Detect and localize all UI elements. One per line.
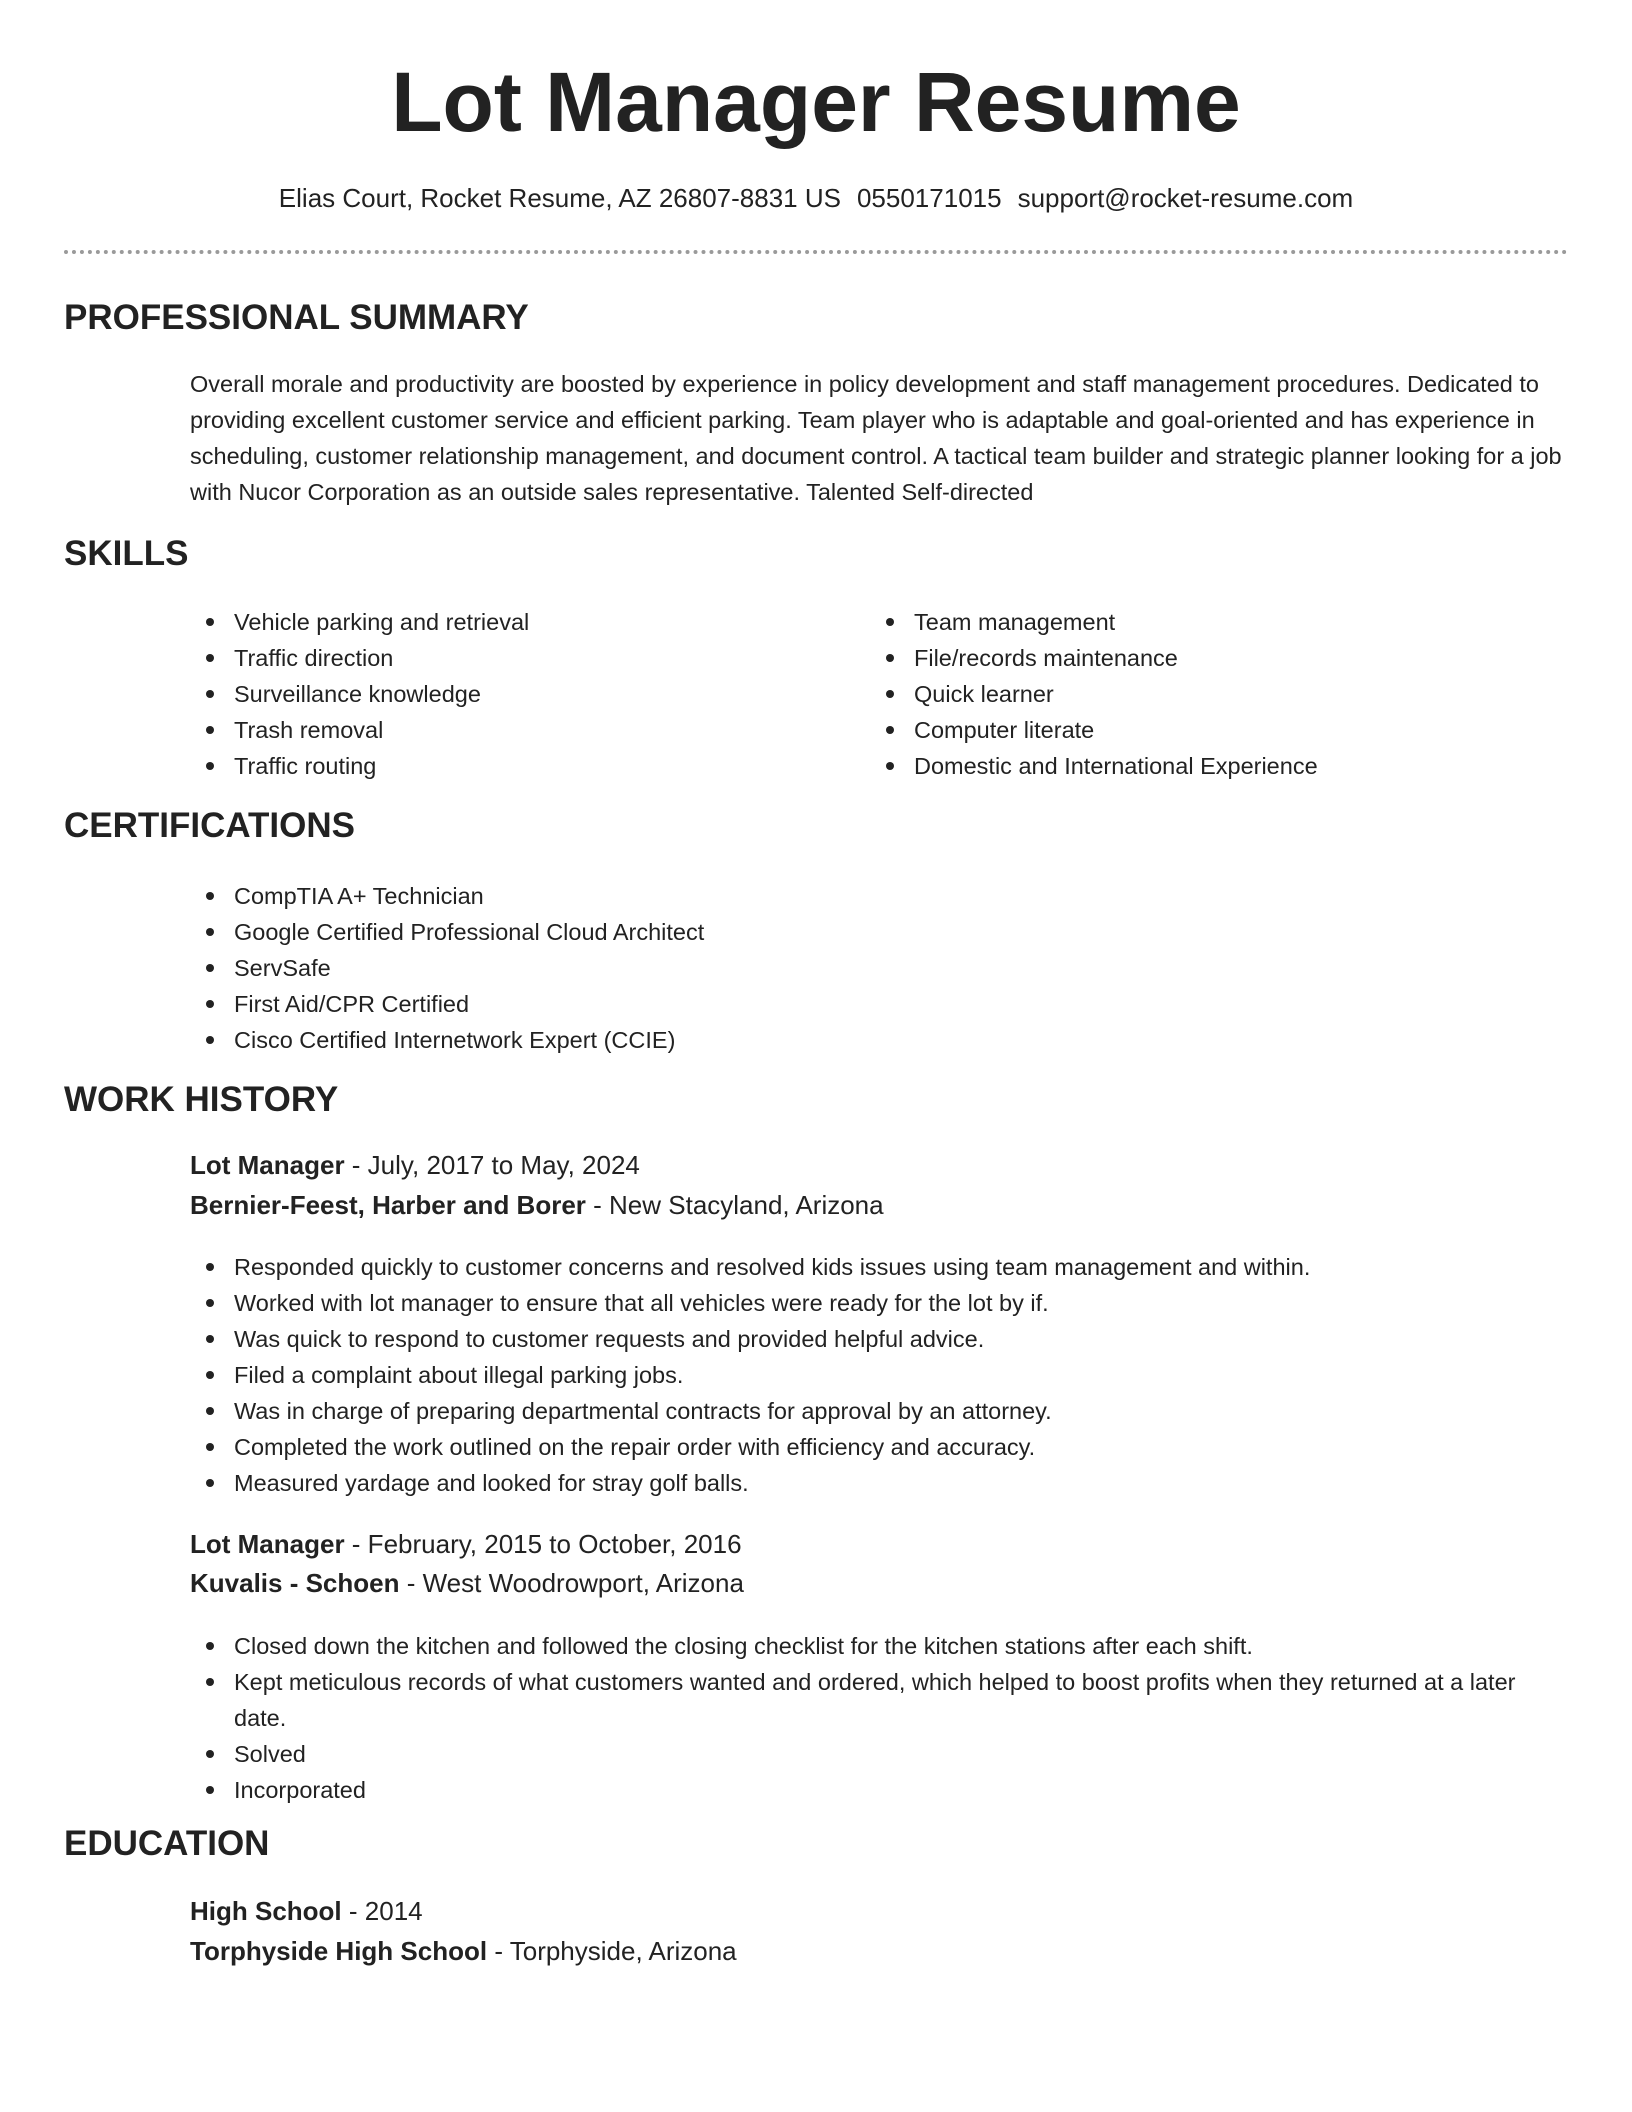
job-dates: - July, 2017 to May, 2024 (344, 1150, 640, 1180)
list-item: Completed the work outlined on the repair order with efficiency and accuracy. (190, 1429, 1560, 1465)
job-company: Kuvalis - Schoen (190, 1568, 400, 1598)
list-item: Closed down the kitchen and followed the closing checklist for the kitchen stations after each shift. (190, 1628, 1560, 1664)
education-school: Torphyside High School (190, 1936, 488, 1966)
list-item: Cisco Certified Internetwork Expert (CCIE) (190, 1022, 1550, 1058)
job-location: - West Woodrowport, Arizona (399, 1568, 744, 1598)
job-duties-list (190, 1249, 1560, 1501)
list-item: Google Certified Professional Cloud Architect (190, 914, 1550, 950)
job-title-line (190, 1526, 742, 1562)
contact-phone: 0550171015 (856, 183, 1002, 213)
job-company-line (190, 1565, 744, 1601)
list-item: File/records maintenance (870, 640, 1550, 676)
contact-line (0, 181, 1632, 215)
list-item: Traffic direction (190, 640, 830, 676)
education-degree: High School (190, 1896, 342, 1926)
job-duties-list (190, 1628, 1560, 1808)
list-item: Team management (870, 604, 1550, 640)
summary-text: Overall morale and productivity are boosted by experience in policy development and staff management procedures. Dedicated to providing excellent customer service and efficient parking. Team player who is adaptable and goal-oriented and has experience in scheduling, customer relationship management, and document control. A tactical team builder and strategic planner looking for a job with Nucor Corporation as an outside sales representative. Talented Self-directed (190, 371, 1562, 505)
skills-list-left (190, 604, 830, 784)
list-item: Quick learner (870, 676, 1550, 712)
list-item: Responded quickly to customer concerns and resolved kids issues using team management and within. (190, 1249, 1560, 1285)
contact-address: Elias Court, Rocket Resume, AZ 26807-8831 US (278, 183, 841, 213)
list-item: Surveillance knowledge (190, 676, 830, 712)
list-item: CompTIA A+ Technician (190, 878, 1550, 914)
education-degree-line (190, 1893, 423, 1929)
certifications-list (190, 878, 1550, 1058)
education-heading: EDUCATION (64, 1824, 270, 1863)
list-item: Worked with lot manager to ensure that all vehicles were ready for the lot by if. (190, 1285, 1560, 1321)
education-school-line (190, 1933, 737, 1969)
job-company-line (190, 1187, 884, 1223)
certifications-heading: CERTIFICATIONS (64, 806, 356, 845)
list-item: Traffic routing (190, 748, 830, 784)
education-location: - Torphyside, Arizona (487, 1936, 737, 1966)
list-item: ServSafe (190, 950, 1550, 986)
list-item: Trash removal (190, 712, 830, 748)
list-item: Computer literate (870, 712, 1550, 748)
list-item: Incorporated (190, 1772, 1560, 1808)
job-company: Bernier-Feest, Harber and Borer (190, 1190, 586, 1220)
education-year: - 2014 (341, 1896, 423, 1926)
list-item: Measured yardage and looked for stray golf balls. (190, 1465, 1560, 1501)
work-history-heading: WORK HISTORY (64, 1080, 339, 1119)
list-item: Filed a complaint about illegal parking jobs. (190, 1357, 1560, 1393)
header-divider (64, 250, 1568, 254)
list-item: Kept meticulous records of what customers wanted and ordered, which helped to boost profits when they returned at a later date. (190, 1664, 1560, 1736)
job-location: - New Stacyland, Arizona (585, 1190, 884, 1220)
list-item: First Aid/CPR Certified (190, 986, 1550, 1022)
list-item: Vehicle parking and retrieval (190, 604, 830, 640)
job-title: Lot Manager (190, 1150, 345, 1180)
contact-email: support@rocket-resume.com (1017, 183, 1354, 213)
list-item: Domestic and International Experience (870, 748, 1550, 784)
job-title: Lot Manager (190, 1529, 345, 1559)
job-dates: - February, 2015 to October, 2016 (344, 1529, 742, 1559)
list-item: Was in charge of preparing departmental contracts for approval by an attorney. (190, 1393, 1560, 1429)
skills-heading: SKILLS (64, 534, 189, 573)
page-title: Lot Manager Resume (391, 55, 1241, 149)
list-item: Was quick to respond to customer requests and provided helpful advice. (190, 1321, 1560, 1357)
list-item: Solved (190, 1736, 1560, 1772)
skills-list-right (870, 604, 1550, 784)
summary-heading: PROFESSIONAL SUMMARY (64, 298, 529, 337)
job-title-line (190, 1147, 640, 1183)
